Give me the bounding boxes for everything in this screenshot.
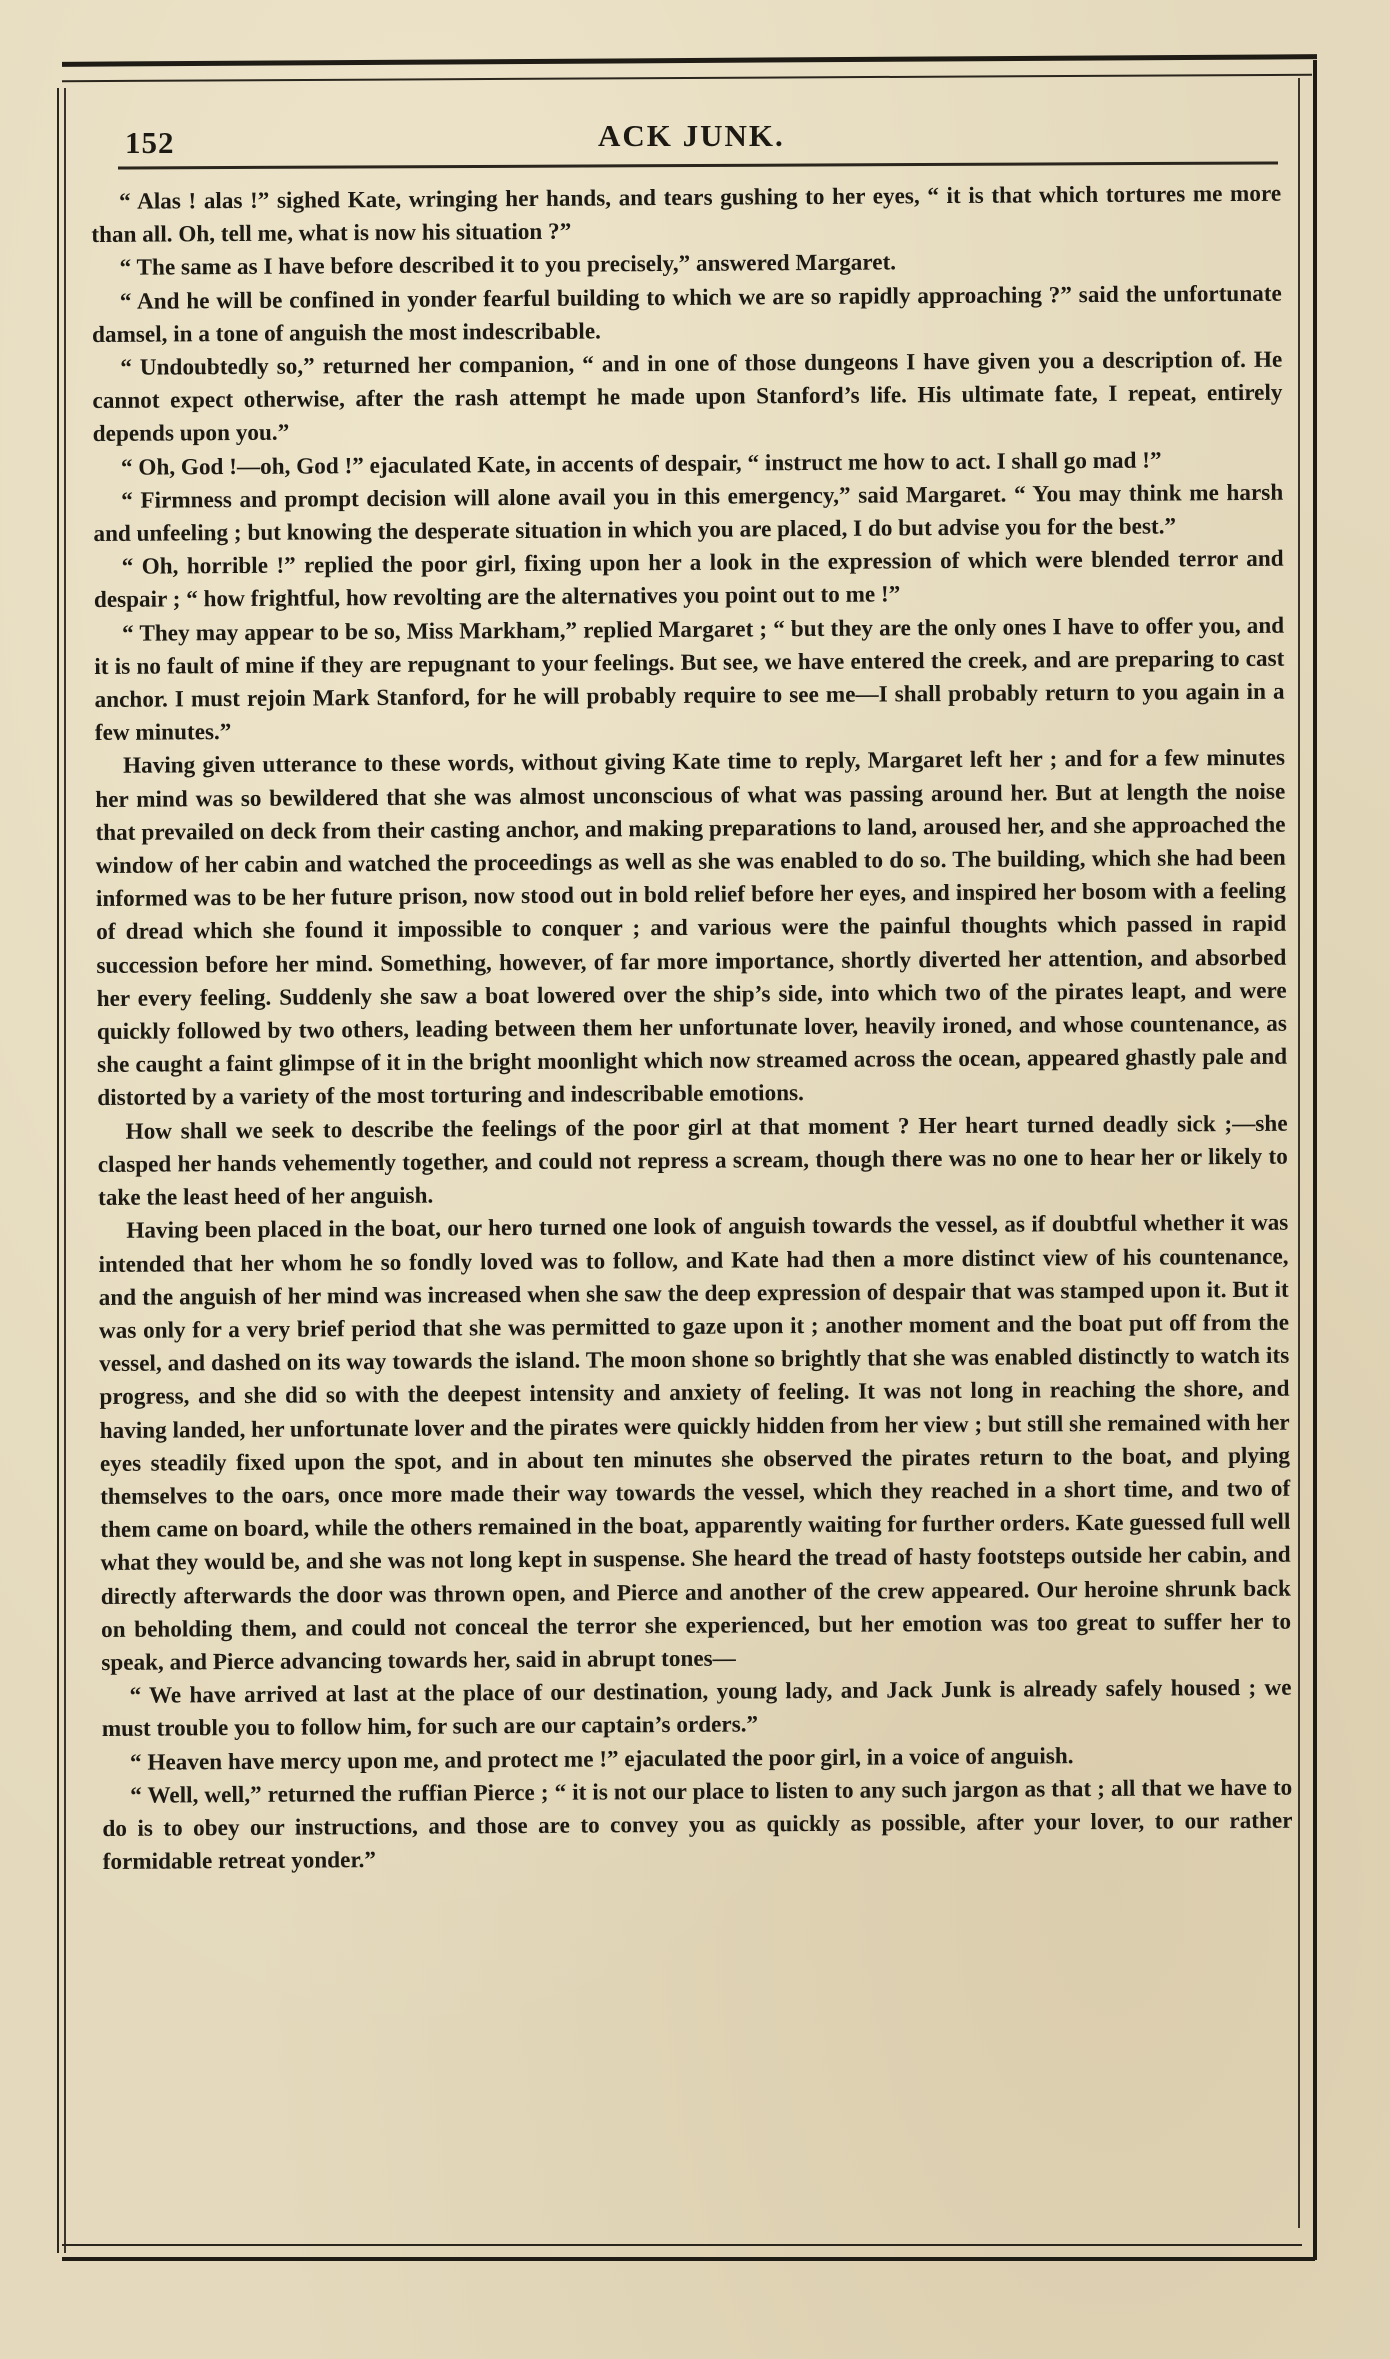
left-inner-rule [64,88,66,2253]
paragraph: Having given utterance to these words, without giving Kate time to reply, Margaret left her ; and for a few minutes her mind was so bewildered that she was almost unconscious of what was passing around her. But at length the noise that prevailed on deck from their casting anchor, and making preparations to land, aroused her, and she approached the window of her cabin and watched the proceedings as well as she was enabled to do so. The building, which she had been informed was to be her future prison, now stood out in bold relief before her eyes, and inspired her bosom with a feeling of dread which she found it impossible to conquer ; and various were the painful thoughts which passed in rapid succession before her mind. Something, however, of far more importance, shortly diverted her attention, and absorbed her every feeling. Suddenly she saw a boat lowered over the ship’s side, into which two of the pirates leapt, and were quickly followed by two others, leading between them her unfortunate lover, heavily ironed, and whose countenance, as she caught a faint glimpse of it in the bright moonlight which now streamed across the ocean, appeared ghastly pale and distorted by a variety of the most torturing and indescribable emotions. [95,745,1288,1112]
top-inner-rule [62,74,1312,83]
paragraph: “ Oh, God !—oh, God !” ejaculated Kate, in accents of despair, “ instruct me how to act. I shall go mad !” [120,447,1162,481]
paragraph: “ Firmness and prompt decision will alone avail you in this emergency,” said Margaret. “ You may think me harsh and unfeeling ; but knowing the desperate situation in which you are placed, I do but advise you for the best.” [93,479,1284,548]
paragraph: Having been placed in the boat, our hero turned one look of anguish towards the vessel, as if doubtful whether it was intended that her whom he so fondly loved was to follow, and Kate had then a more distinct view of his countenance, and the anguish of her mind was increased when she saw the deep expression of despair that was stamped upon it. But it was only for a very brief period that she was permitted to gaze upon it ; another moment and the boat put off from the vessel, and dashed on its way towards the island. The moon shone so brightly that she was enabled distinctly to watch its progress, and she did so with the deepest intensity and anxiety of feeling. It was not long in reaching the shore, and having landed, her unfortunate lover and the pirates were quickly hidden from her view ; but still she remained with her eyes steadily fixed upon the spot, and in about ten minutes she observed the pirates return to the boat, and plying themselves to the oars, once more made their way towards the vessel, which they reached in a short time, and two of them came on board, while the others remained in the boat, apparently waiting for further orders. Kate guessed full well what they would be, and she was not long kept in suspense. She heard the tread of hasty footsteps outside her cabin, and directly afterwards the door was thrown open, and Pierce and another of the crew appeared. Our heroine shrunk back on beholding them, and could not conceal the terror she experienced, but her emotion was too great to suffer her to speak, and Pierce advancing towards her, said in abrupt tones— [98,1209,1292,1676]
body-text [91,178,1293,1880]
paragraph: “ They may appear to be so, Miss Markham,” replied Margaret ; “ but they are the only ones I have to offer you, and it is no fault of mine if they are repugnant to your feelings. But see, we have entered the creek, and are preparing to cast anchor. I must rejoin Mark Stanford, for he will probably require to see me—I shall probably return to you again in a few minutes.” [94,612,1285,747]
paragraph: “ Alas ! alas !” sighed Kate, wringing her hands, and tears gushing to her eyes, “ it is that which tortures me more than all. Oh, tell me, what is now his situation ?” [91,180,1282,249]
right-border-rule [1313,60,1317,2260]
page-number: 152 [125,125,175,160]
running-head: ACK JUNK. [598,118,785,153]
paragraph: “ Oh, horrible !” replied the poor girl, fixing upon her a look in the expression of which were blended terror and despair ; “ how frightful, how revolting are the alternatives you point out to me !” [93,545,1284,614]
bottom-inner-rule [62,2244,1302,2246]
bottom-border-rule [62,2257,1315,2261]
header-rule [118,161,1278,169]
paragraph: “ We have arrived at last at the place of our destination, young lady, and Jack Junk is already safely housed ; we must trouble you to follow him, for such are our captain’s orders.” [101,1674,1292,1743]
paragraph: “ The same as I have before described it to you precisely,” answered Margaret. [119,249,897,282]
paragraph: “ Well, well,” returned the ruffian Pierce ; “ it is not our place to listen to any such jargon as that ; all that we have to do is to obey our instructions, and those are to convey you as quickly as possible, after your lover, to our rather formidable retreat yonder.” [102,1774,1293,1876]
paragraph: “ And he will be confined in yonder fearful building to which we are so rapidly approaching ?” said the unfortunate damsel, in a tone of anguish the most indescribable. [91,280,1282,348]
paragraph: How shall we seek to describe the feelings of the poor girl at that moment ? Her heart turned deadly sick ;—she clasped her hands vehemently together, and could not repress a scream, though there was no one to hear her or likely to take the least heed of her anguish. [97,1110,1288,1212]
paragraph: “ Undoubtedly so,” returned her companion, “ and in one of those dungeons I have given you a description of. He cannot expect otherwise, after the rash attempt he made upon Stanford’s life. His ultimate fate, I repeat, entirely depends upon you.” [92,346,1283,448]
top-border-rule [62,54,1317,67]
right-inner-rule [1298,78,1300,2228]
left-border-rule [57,88,59,2253]
paragraph: “ Heaven have mercy upon me, and protect me !” ejaculated the poor girl, in a voice of anguish. [129,1742,1074,1776]
